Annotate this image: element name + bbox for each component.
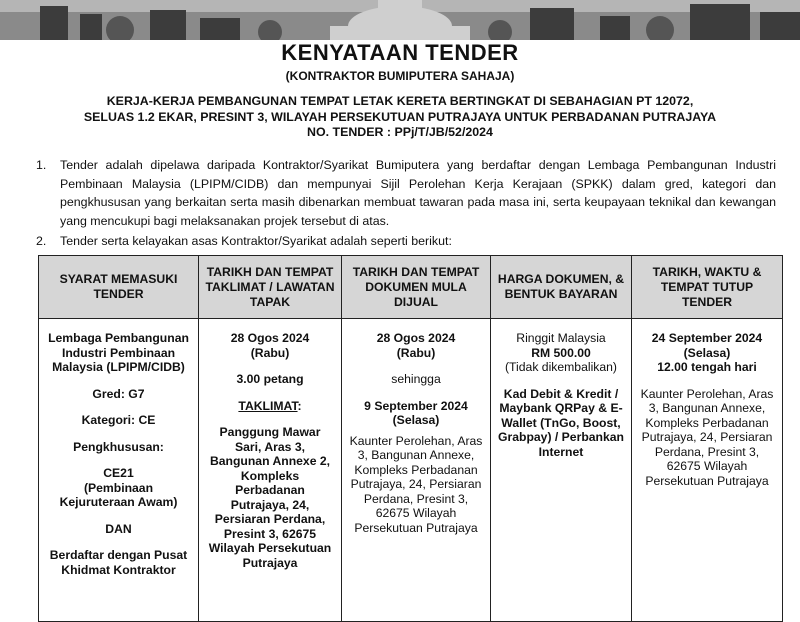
- header-document-price: HARGA DOKUMEN, & BENTUK BAYARAN: [491, 256, 632, 319]
- sale-start-date: 28 Ogos 2024: [376, 331, 456, 345]
- sale-start-day: (Rabu): [396, 345, 436, 360]
- tender-table: [38, 255, 783, 622]
- cell-entry-requirements: [39, 319, 199, 622]
- header-banner-image: [0, 0, 800, 40]
- closing-date: 24 September 2024: [651, 331, 763, 345]
- price-currency: Ringgit Malaysia: [516, 331, 606, 345]
- notice-title: KENYATAAN TENDER: [281, 40, 519, 65]
- paragraph-number: 2.: [36, 234, 47, 248]
- paragraph-text: Tender adalah dipelawa daripada Kontraktor/Syarikat Bumiputera yang berdaftar dengan Lembaga Pembangunan Industri Pembinaan Malaysia (LPIPM/CIDB) dan mempunyai Sijil Perolehan Kerja Kerajaan (SPKK) dalam gred, kategori dan pengkhususan yang berkaitan serta masih dibenarkan membuat tawaran pada masa ini, serta keupayaan teknikal dan kewangan yang mencukupi bagi melaksanakan projek tersebut di atas.: [60, 158, 776, 228]
- project-line: KERJA-KERJA PEMBANGUNAN TEMPAT LETAK KERETA BERTINGKAT DI SEBAHAGIAN PT 12072,: [106, 94, 694, 108]
- specialization-code: CE21: [103, 466, 134, 480]
- cell-document-sale: [342, 319, 491, 622]
- sale-until: sehingga: [391, 372, 441, 386]
- project-title: [0, 94, 800, 141]
- closing-venue: Kaunter Perolehan, Aras 3, Bangunan Annexe, Kompleks Perbadanan Putrajaya, 24, Persiaran Perdana, Presint 3, 62675 Wilayah Persekutuan Putrajaya: [640, 386, 774, 488]
- briefing-label-colon: :: [297, 398, 302, 413]
- briefing-label: [205, 399, 335, 414]
- notice-subtitle: (KONTRAKTOR BUMIPUTERA SAHAJA): [285, 69, 515, 83]
- price-note: (Tidak dikembalikan): [505, 360, 617, 374]
- grade: Gred: G7: [92, 386, 145, 401]
- cell-document-price: [491, 319, 632, 622]
- closing-time: 12.00 tengah hari: [657, 360, 757, 374]
- header-briefing: TARIKH DAN TEMPAT TAKLIMAT / LAWATAN TAPAK: [199, 256, 342, 319]
- briefing-time: 3.00 petang: [236, 372, 304, 386]
- table-row: [39, 319, 783, 622]
- briefing-date: 28 Ogos 2024: [230, 331, 310, 345]
- sale-end-date: 9 September 2024: [364, 398, 468, 413]
- category: Kategori: CE: [81, 413, 156, 427]
- price-amount: RM 500.00: [531, 345, 591, 360]
- header-document-sale: TARIKH DAN TEMPAT DOKUMEN MULA DIJUAL: [342, 256, 491, 319]
- paragraph-2: [36, 232, 776, 252]
- header-closing: TARIKH, WAKTU & TEMPAT TUTUP TENDER: [632, 256, 783, 319]
- sale-venue: Kaunter Perolehan, Aras 3, Bangunan Annexe, Kompleks Perbadanan Putrajaya, 24, Persiaran Perdana, Presint 3, 62675 Wilayah Persekutuan Putrajaya: [349, 433, 483, 535]
- tender-number: NO. TENDER : PPj/T/JB/52/2024: [307, 125, 493, 139]
- paragraph-text: Tender serta kelayakan asas Kontraktor/Syarikat adalah seperti berikut:: [60, 234, 452, 248]
- briefing-label-text: TAKLIMAT: [238, 398, 298, 413]
- specialization-desc: (Pembinaan Kejuruteraan Awam): [59, 480, 178, 509]
- payment-methods: Kad Debit & Kredit / Maybank QRPay & E-Wallet (TnGo, Boost, Grabpay) / Perbankan Internet: [498, 386, 624, 459]
- cidb-board: Lembaga Pembangunan Industri Pembinaan Malaysia (LPIPM/CIDB): [48, 331, 189, 374]
- briefing-venue: Panggung Mawar Sari, Aras 3, Bangunan Annexe 2, Kompleks Perbadanan Putrajaya, 24, Persiaran Perdana, Presint 3, 62675 Wilayah Persekutuan Putrajaya: [208, 425, 332, 570]
- briefing-day: (Rabu): [250, 345, 290, 360]
- paragraph-number: 1.: [36, 158, 47, 172]
- registration: Berdaftar dengan Pusat Khidmat Kontraktor: [49, 548, 188, 577]
- closing-day: (Selasa): [683, 345, 731, 360]
- project-line: SELUAS 1.2 EKAR, PRESINT 3, WILAYAH PERSEKUTUAN PUTRAJAYA UNTUK PERBADANAN PUTRAJAYA: [83, 109, 717, 124]
- cell-briefing: [199, 319, 342, 622]
- cell-closing: [632, 319, 783, 622]
- sale-end-day: (Selasa): [392, 413, 440, 427]
- header-entry-requirements: SYARAT MEMASUKI TENDER: [39, 256, 199, 319]
- table-header-row: [39, 256, 783, 319]
- specialization-label: Pengkhususan:: [73, 439, 164, 454]
- and-label: DAN: [105, 521, 132, 536]
- paragraph-1: [36, 156, 776, 230]
